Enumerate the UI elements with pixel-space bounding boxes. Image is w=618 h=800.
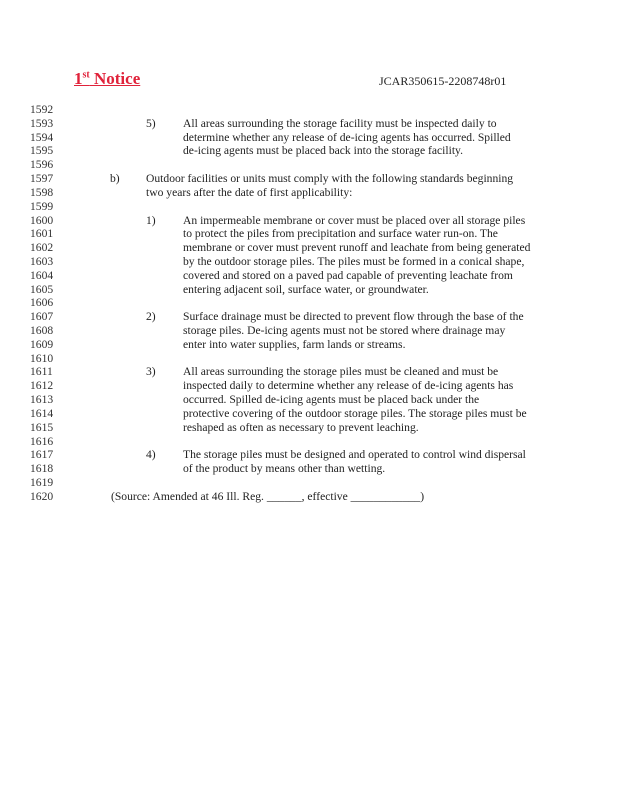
document-line [0,131,618,145]
line-text: All areas surrounding the storage piles must be cleaned and must be [183,365,499,379]
line-number: 1607 [30,310,54,324]
line-text: reshaped as often as necessary to prevent leaching. [183,420,419,434]
line-text: of the product by means other than wetting. [183,462,386,476]
line-text: An impermeable membrane or cover must be placed over all storage piles [183,213,526,227]
line-number: 1609 [30,337,54,351]
document-line [0,269,618,283]
document-line [0,117,618,131]
line-number: 1604 [30,268,54,282]
line-number: 1603 [30,254,54,268]
line-number: 1612 [30,379,54,393]
line-text: All areas surrounding the storage facility must be inspected daily to [183,116,497,130]
line-number: 1615 [30,420,54,434]
document-line [0,448,618,462]
line-number: 1595 [30,144,54,158]
document-line [0,172,618,186]
document-line [0,407,618,421]
document-line [0,200,618,214]
numbered-lines [0,103,618,504]
line-number: 1592 [30,103,54,116]
line-number: 1601 [30,227,54,241]
line-number: 1606 [30,296,54,310]
line-number: 1608 [30,324,54,337]
notice-label: Notice [89,69,141,88]
document-line [0,476,618,490]
line-text: by the outdoor storage piles. The piles must be formed in a conical shape, [183,254,525,268]
document-line [0,214,618,228]
list-marker: 4) [146,448,156,462]
document-line [0,324,618,338]
document-line [0,435,618,449]
line-text: entering adjacent soil, surface water, or groundwater. [183,282,429,296]
list-marker: 1) [146,213,156,227]
document-line [0,365,618,379]
line-text: two years after the date of first applicability: [146,185,353,199]
line-number: 1597 [30,172,54,186]
document-line [0,227,618,241]
document-line [0,310,618,324]
document-line [0,352,618,366]
document-line [0,338,618,352]
line-number: 1617 [30,448,54,462]
line-number: 1613 [30,393,54,407]
line-number: 1620 [30,489,54,503]
first-notice-heading [74,69,140,89]
line-text: occurred. Spilled de-icing agents must be placed back under the [183,393,480,407]
line-number: 1594 [30,130,54,144]
document-line [0,283,618,297]
document-line [0,490,618,504]
line-text: (Source: Amended at 46 Ill. Reg. ______, effective ____________) [111,489,425,503]
document-line [0,158,618,172]
document-line [0,379,618,393]
line-text: Surface drainage must be directed to prevent flow through the base of the [183,310,524,324]
document-line [0,241,618,255]
line-text: to protect the piles from precipitation and surface water run-on. The [183,227,498,241]
document-id: JCAR350615-2208748r01 [379,74,507,88]
document-line [0,144,618,158]
line-number: 1600 [30,213,54,227]
document-line [0,393,618,407]
line-number: 1610 [30,351,54,365]
line-number: 1611 [30,365,53,379]
document-line [0,255,618,269]
document-line [0,186,618,200]
line-number: 1596 [30,158,54,172]
line-number: 1614 [30,406,54,420]
line-text: protective covering of the outdoor storage piles. The storage piles must be [183,406,527,420]
notice-ordinal-suffix: st [82,69,90,81]
line-text: covered and stored on a paved pad capable of preventing leachate from [183,268,513,282]
line-text: Outdoor facilities or units must comply with the following standards beginning [146,172,514,186]
line-text: enter into water supplies, farm lands or streams. [183,337,406,351]
document-line [0,296,618,310]
line-text: membrane or cover must prevent runoff and leachate from being generated [183,241,531,255]
line-number: 1599 [30,199,54,213]
line-text: inspected daily to determine whether any release of de-icing agents has [183,379,514,393]
notice-number: 1 [74,69,83,88]
line-text: storage piles. De-icing agents must not be stored where drainage may [183,324,506,337]
line-text: The storage piles must be designed and operated to control wind dispersal [183,448,526,462]
line-number: 1619 [30,475,54,489]
line-number: 1618 [30,462,54,476]
line-number: 1605 [30,282,54,296]
list-marker: b) [110,172,120,186]
document-line [0,421,618,435]
list-marker: 3) [146,365,156,379]
line-text: determine whether any release of de-icing agents has occurred. Spilled [183,130,511,144]
list-marker: 2) [146,310,156,324]
line-number: 1598 [30,185,54,199]
line-text: de-icing agents must be placed back into the storage facility. [183,144,463,158]
document-line [0,103,618,117]
line-number: 1602 [30,241,54,255]
line-number: 1593 [30,116,54,130]
line-number: 1616 [30,434,54,448]
list-marker: 5) [146,116,156,130]
document-line [0,462,618,476]
